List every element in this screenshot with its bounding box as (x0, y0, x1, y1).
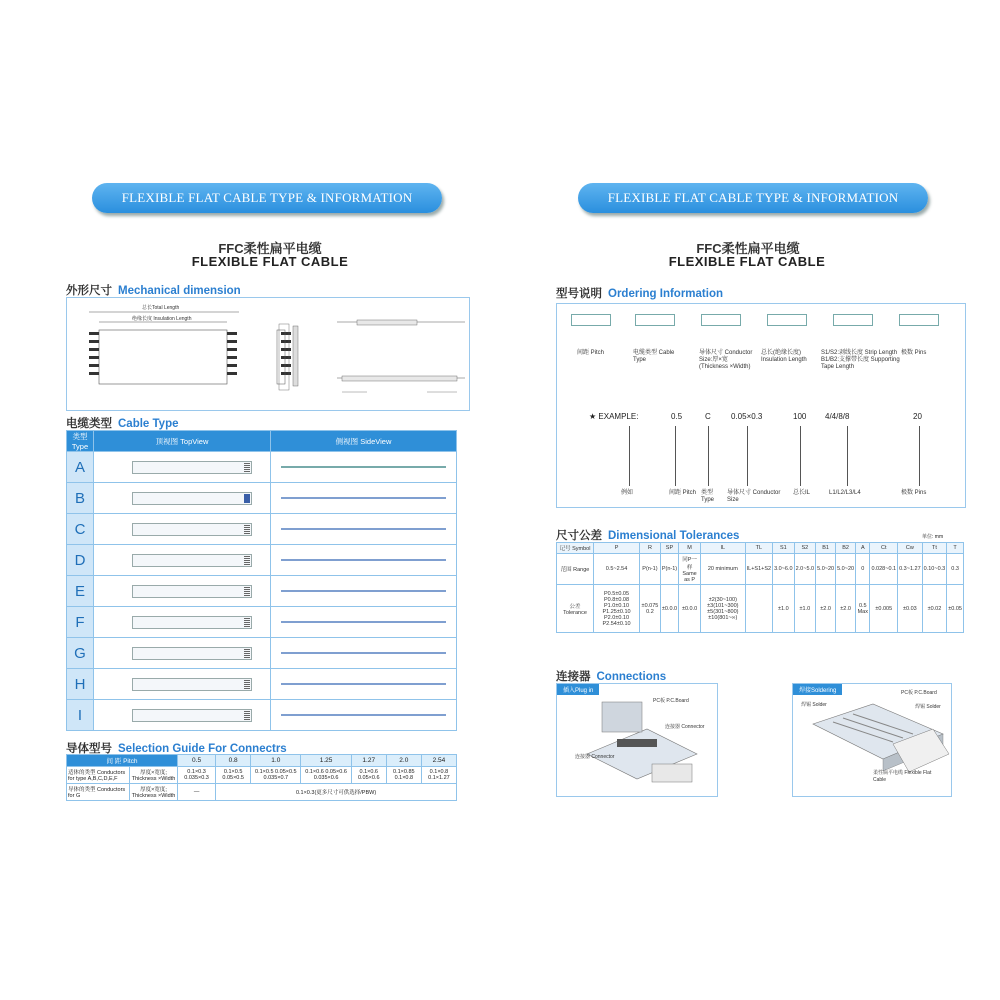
tolerance-range-cell: 0 (856, 554, 870, 585)
cable-type-table (66, 430, 457, 731)
mechanical-diagram (66, 297, 470, 411)
tolerance-value-cell: ±0.05 (947, 585, 964, 633)
type-letter: I (67, 700, 94, 731)
tolerance-range-cell: 5.0~20 (836, 554, 856, 585)
tolerance-header: R (640, 543, 661, 554)
cable-type-heading: 电缆类型 Cable Type (66, 418, 179, 430)
solder-label-solder2: 焊锡 Solder (915, 704, 941, 710)
sideview-thumb (281, 497, 446, 499)
cable-row-i (67, 700, 457, 731)
pitch-value: 2.0 (386, 755, 421, 767)
row1-label: 适体的类型 Conductors for type A,B,C,D,E,F (67, 767, 130, 784)
unit-label: 单位: mm (922, 534, 944, 540)
desc-type: 类型 Type (701, 490, 715, 503)
ordering-heading: 型号说明 Ordering Information (556, 288, 723, 300)
label-length: 总长(绝缘长度) Insulation Length (761, 350, 807, 363)
cable-row-c (67, 514, 457, 545)
type-letter: G (67, 638, 94, 669)
example-part: 100 (793, 412, 807, 421)
example-part: 20 (913, 412, 922, 421)
row2-label: 导体的类型 Conductors for G (67, 784, 130, 801)
sideview-thumb (281, 559, 446, 561)
right-title-en: FLEXIBLE FLAT CABLE (668, 254, 826, 269)
cable-row-g (67, 638, 457, 669)
type-letter: C (67, 514, 94, 545)
col-sideview-header: 侧视图 SideView (271, 431, 457, 452)
tolerance-range-cell: 0.10~0.3 (922, 554, 947, 585)
type-letter: H (67, 669, 94, 700)
tolerance-value-cell: ±0.02 (922, 585, 947, 633)
type-letter: A (67, 452, 94, 483)
desc-pitch: 间距 Pitch (669, 490, 697, 496)
tolerance-range-cell: 范围 Range (557, 554, 594, 585)
cable-row-d (67, 545, 457, 576)
code-box-strip (833, 314, 873, 326)
desc-size: 导体尺寸 Conductor Size (727, 490, 781, 503)
tolerance-header: S1 (773, 543, 795, 554)
total-length-label: 总长Total Length (142, 305, 180, 311)
tolerance-value-cell: ±0.075 0.2 (640, 585, 661, 633)
example-part: C (705, 412, 711, 421)
plugin-label-connector: 连接器 Connector (665, 724, 705, 730)
row2-dim: 厚度×宽度; Thickness ×Width (130, 784, 178, 801)
type-letter: B (67, 483, 94, 514)
type-letter: D (67, 545, 94, 576)
col-type-header: 类型Type (67, 431, 94, 452)
tolerance-value-cell: ±2(30~100) ±3(101~300) ±5(301~800) ±10(801~∞) (701, 585, 746, 633)
row1-cell: 0.1×0.8 0.1×1.27 (421, 767, 456, 784)
cable-row-a (67, 452, 457, 483)
label-type: 电缆类型 Cable Type (633, 350, 675, 363)
solder-label-board: PC板 P.C.Board (901, 690, 937, 696)
tolerance-value-cell: 公差 Tolerance (557, 585, 594, 633)
row1-dim: 厚度×宽度; Thickness ×Width (130, 767, 178, 784)
label-pins: 极数 Pins (901, 350, 927, 356)
tolerance-table (556, 542, 964, 633)
desc-l: L1/L2/L3/L4 (829, 490, 861, 496)
soldering-tab: 焊接Soldering (793, 684, 842, 695)
topview-thumb (132, 492, 252, 505)
sideview-thumb (281, 466, 446, 468)
tolerance-header: TL (745, 543, 772, 554)
tolerance-value-cell: P0.5±0.05 P0.8±0.08 P1.0±0.10 P1.25±0.10 P2.0±0.10 P2.54±0.10 (594, 585, 640, 633)
tolerance-value-cell: ±0.0.0 (679, 585, 701, 633)
tolerance-value-cell (745, 585, 772, 633)
right-title-cn: FFC柔性扁平电缆 (696, 241, 800, 256)
pitch-value: 0.5 (178, 755, 216, 767)
row2-first: — (178, 784, 216, 801)
plugin-label-board: PC板 P.C.Board (653, 698, 689, 704)
tolerance-range-cell: 同P一样 Same as P (679, 554, 701, 585)
tolerance-range-cell: 0.3 (947, 554, 964, 585)
tolerance-range-cell: 20 minimum (701, 554, 746, 585)
label-size: 导体尺寸 Conductor Size:厚×宽 (Thickness ×Width) (699, 350, 753, 370)
soldering-panel (792, 683, 952, 797)
plugin-label-connector2: 连接器 Connector (575, 754, 615, 760)
example-part: 0.05×0.3 (731, 412, 763, 421)
tolerance-header: Tt (922, 543, 947, 554)
row1-cell: 0.1×0.5 0.05×0.5 (216, 767, 251, 784)
right-banner: FLEXIBLE FLAT CABLE TYPE & INFORMATION (578, 183, 928, 213)
tolerance-range-cell: P(n-1) (640, 554, 661, 585)
selection-heading: 导体型号 Selection Guide For Connectrs (66, 743, 287, 755)
connections-heading: 连接器 Connections (556, 671, 667, 683)
desc-pins: 极数 Pins (901, 490, 927, 496)
code-box-length (767, 314, 807, 326)
pitch-value: 1.25 (301, 755, 351, 767)
row1-cell: 0.1×0.85 0.1×0.8 (386, 767, 421, 784)
tolerance-heading: 尺寸公差 Dimensional Tolerances (556, 530, 740, 542)
left-title-en: FLEXIBLE FLAT CABLE (191, 254, 349, 269)
left-title-cn: FFC柔性扁平电缆 (218, 241, 322, 256)
row1-cell: 0.1×0.6 0.05×0.6 0.035×0.6 (301, 767, 351, 784)
plugin-illustration (557, 684, 717, 796)
tolerance-value-cell: ±1.0 (773, 585, 795, 633)
tolerance-value-cell: ±0.005 (870, 585, 898, 633)
row1-cell: 0.1×0.5 0.05×0.5 0.035×0.7 (251, 767, 301, 784)
tolerance-header: M (679, 543, 701, 554)
code-box-size (701, 314, 741, 326)
tolerance-range-cell: 5.0~20 (816, 554, 836, 585)
pitch-header: 间 距 Pitch (67, 755, 178, 767)
tolerance-header: 记号 Symbol (557, 543, 594, 554)
tolerance-header: B2 (836, 543, 856, 554)
tolerance-header: Ct (870, 543, 898, 554)
col-topview-header: 顶视图 TopView (94, 431, 271, 452)
plugin-panel (556, 683, 718, 797)
topview-thumb (132, 678, 252, 691)
label-pitch: 间距 Pitch (577, 350, 605, 356)
topview-thumb (132, 523, 252, 536)
topview-thumb (132, 709, 252, 722)
topview-thumb (132, 616, 252, 629)
tolerance-value-cell: ±2.0 (816, 585, 836, 633)
desc-il: 总长IL (793, 490, 811, 496)
solder-label-solder: 焊锡 Solder (801, 702, 827, 708)
sideview-thumb (281, 528, 446, 530)
mechanical-heading: 外形尺寸 Mechanical dimension (66, 285, 241, 297)
example-part: 0.5 (671, 412, 683, 421)
sideview-thumb (281, 652, 446, 654)
tolerance-range-cell: IL+S1+S2 (745, 554, 772, 585)
selection-table (66, 754, 457, 801)
label-strip: S1/S2:剥线长度 Strip Length B1/B2:支撑带长度 Supporting Tape Length (821, 350, 900, 370)
row1-cell: 0.1×0.6 0.05×0.6 (351, 767, 386, 784)
sideview-thumb (281, 621, 446, 623)
sideview-thumb (281, 683, 446, 685)
row2-value: 0.1×0.3(更多尺寸可供选择/PBW) (216, 784, 457, 801)
topview-thumb (132, 554, 252, 567)
sideview-thumb (281, 590, 446, 592)
type-letter: F (67, 607, 94, 638)
ordering-box (556, 303, 966, 508)
pitch-value: 1.27 (351, 755, 386, 767)
code-box-pins (899, 314, 939, 326)
code-box-pitch (571, 314, 611, 326)
tolerance-header: P (594, 543, 640, 554)
tolerance-header: B1 (816, 543, 836, 554)
tolerance-header: T (947, 543, 964, 554)
pitch-value: 2.54 (421, 755, 456, 767)
tolerance-value-cell: 0.5 Max (856, 585, 870, 633)
tolerance-value-cell: ±0.03 (898, 585, 923, 633)
tolerance-value-cell: ±2.0 (836, 585, 856, 633)
solder-label-ffc: 柔性扁平电缆 Flexible Flat Cable (873, 770, 932, 783)
example-label: ★ EXAMPLE: (589, 412, 639, 421)
code-box-type (635, 314, 675, 326)
cable-row-e (67, 576, 457, 607)
tolerance-range-cell: P(n-1) (660, 554, 678, 585)
tolerance-header: IL (701, 543, 746, 554)
tolerance-range-cell: 0.3~1.27 (898, 554, 923, 585)
mechanical-drawing (67, 298, 469, 410)
plugin-tab: 插入Plug in (557, 684, 599, 695)
topview-thumb (132, 461, 252, 474)
tolerance-header: Cw (898, 543, 923, 554)
tolerance-range-cell: 0.5~2.54 (594, 554, 640, 585)
row1-cell: 0.1×0.3 0.035×0.3 (178, 767, 216, 784)
tolerance-range-cell: 0.028~0.1 (870, 554, 898, 585)
sideview-thumb (281, 714, 446, 716)
tolerance-range-cell: 3.0~6.0 (773, 554, 795, 585)
topview-thumb (132, 647, 252, 660)
cable-row-f (67, 607, 457, 638)
tolerance-value-cell: ±1.0 (794, 585, 816, 633)
cable-row-h (67, 669, 457, 700)
tolerance-header: SP (660, 543, 678, 554)
pitch-value: 0.8 (216, 755, 251, 767)
example-part: 4/4/8/8 (825, 412, 850, 421)
tolerance-header: S2 (794, 543, 816, 554)
topview-thumb (132, 585, 252, 598)
insulation-length-label: 绝缘长度 Insulation Length (132, 316, 192, 322)
desc-example: 例如 (621, 490, 634, 496)
tolerance-header: A (856, 543, 870, 554)
tolerance-value-cell: ±0.0.0 (660, 585, 678, 633)
cable-row-b (67, 483, 457, 514)
left-banner: FLEXIBLE FLAT CABLE TYPE & INFORMATION (92, 183, 442, 213)
type-letter: E (67, 576, 94, 607)
pitch-value: 1.0 (251, 755, 301, 767)
tolerance-range-cell: 2.0~5.0 (794, 554, 816, 585)
